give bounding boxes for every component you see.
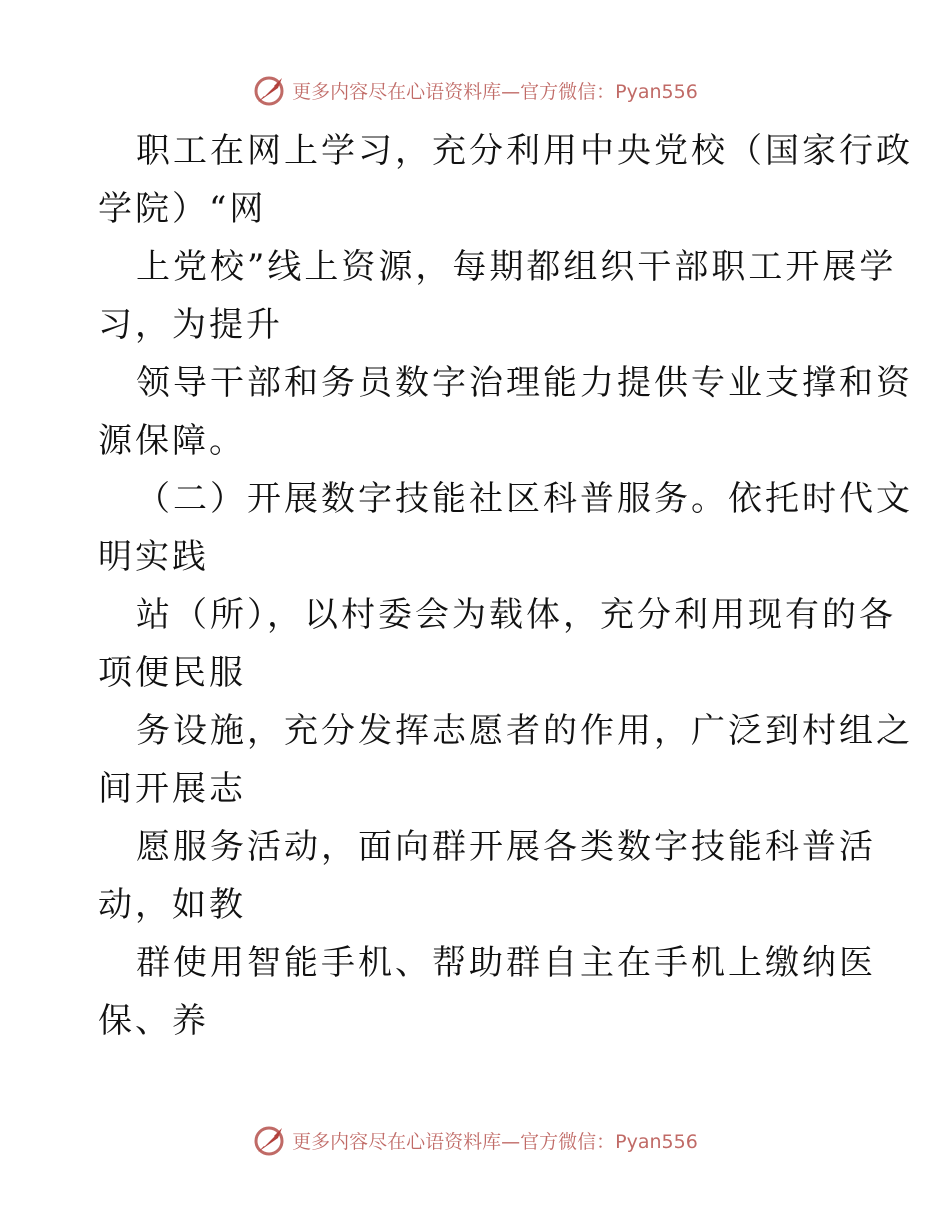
text-line: 习，为提升 <box>98 305 283 345</box>
text-line: 明实践 <box>98 537 209 577</box>
text-line: 领导干部和务员数字治理能力提供专业支撑和资 <box>136 363 913 403</box>
text-line: 上党校”线上资源，每期都组织干部职工开展学 <box>136 247 897 287</box>
header-banner <box>0 70 950 110</box>
footer-banner <box>0 1120 950 1160</box>
text-line: 站（所），以村委会为载体，充分利用现有的各 <box>136 595 896 635</box>
document-body <box>98 122 913 1050</box>
text-line: （二）开展数字技能社区科普服务。依托时代文 <box>136 479 913 519</box>
text-line: 职工在网上学习，充分利用中央党校（国家行政 <box>136 131 913 171</box>
text-line: 群使用智能手机、帮助群自主在手机上缴纳医 <box>136 943 876 983</box>
text-line: 学院）“网 <box>98 189 267 229</box>
text-line: 保、养 <box>98 1001 209 1041</box>
text-line: 动，如教 <box>98 885 246 925</box>
text-line: 间开展志 <box>98 769 246 809</box>
footer-banner-text: 更多内容尽在心语资料库—官方微信：Pyan556 <box>292 1130 698 1153</box>
header-banner-text: 更多内容尽在心语资料库—官方微信：Pyan556 <box>292 80 698 103</box>
text-line: 项便民服 <box>98 653 246 693</box>
quill-logo-icon <box>252 1122 288 1158</box>
text-line: 源保障。 <box>98 421 246 461</box>
quill-logo-icon <box>252 72 288 108</box>
text-line: 愿服务活动，面向群开展各类数字技能科普活 <box>136 827 876 867</box>
text-line: 务设施，充分发挥志愿者的作用，广泛到村组之 <box>136 711 913 751</box>
